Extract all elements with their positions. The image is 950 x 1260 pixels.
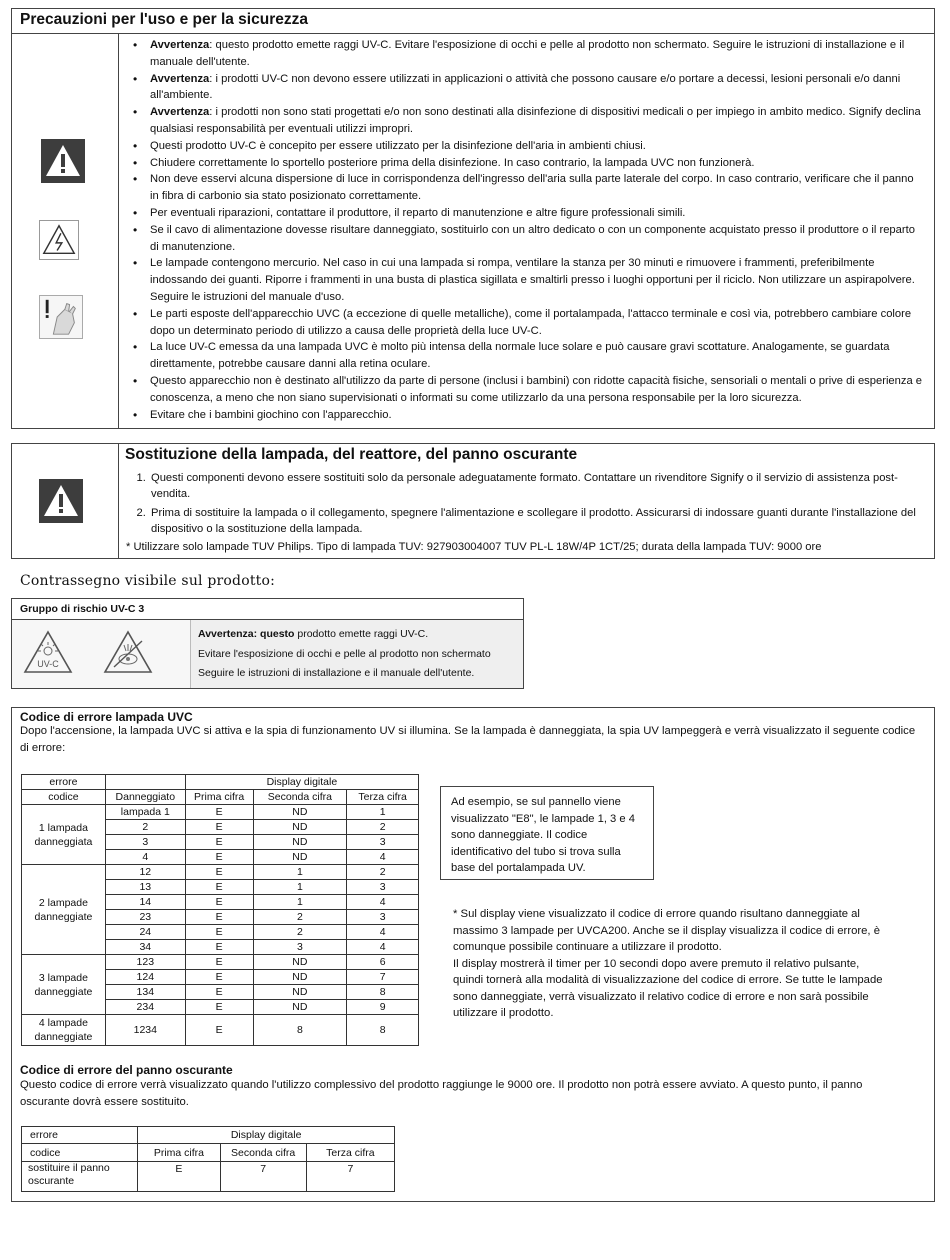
lamp-error-intro: Dopo l'accensione, la lampada UVC si attiva e la spia di funzionamento UV si illumina. Se la lampada è danneggiata, la spia UV lampeggerà e verrà visualizzato il seguente codice di errore: [20,725,916,754]
table-cell: 2 [347,865,419,880]
table-cell: ND [253,955,347,970]
precaution-item [150,37,924,71]
replacement-title: Sostituzione della lampada, del reattore, del panno oscurante [125,446,578,463]
table-cell: 7 [347,970,419,985]
col-header-terza: Terza cifra [347,790,419,805]
table-cell: E [185,835,253,850]
table-cell: ND [253,805,347,820]
table-cell: 24 [105,925,185,940]
error-code-section [11,707,935,1202]
precaution-text: Questo apparecchio non è destinato all'utilizzo da parte di persone (inclusi i bambini) con ridotte capacità fisiche, sensoriali o mentali o prive di esperienza e conoscenza, a meno che non siano supervisionati o informati su come utilizzarlo da una persona responsabile per la loro sicurezza. [150,374,923,404]
gloves-icon [39,295,83,339]
table-cell: 12 [105,865,185,880]
table-cell: 1 [253,880,347,895]
cloth-row-seconda: 7 [220,1162,306,1192]
table-cell: 3 [347,880,419,895]
table-cell: E [185,865,253,880]
replacement-section [11,443,935,559]
precaution-item [150,171,924,205]
precaution-text: Se il cavo di alimentazione dovesse risultare danneggiato, sostituirlo con un altro dedicato o con un componente acquistato presso il produttore o il reparto di manutenzione. [150,223,915,253]
display-note [453,906,883,1022]
cloth-row-terza: 7 [306,1162,394,1192]
col-header-danneggiato: Danneggiato [105,790,185,805]
table-cell: 3 [253,940,347,955]
table-cell: E [185,850,253,865]
table-cell: ND [253,820,347,835]
marking-icons [12,620,191,688]
precaution-warning-label: Avvertenza [150,106,210,119]
table-cell: E [185,805,253,820]
marking-warning-bold: Avvertenza: questo [198,628,295,640]
table-cell: 3 [347,910,419,925]
table-cell: E [185,910,253,925]
uvc-icon-label: UV-C [37,659,59,669]
precaution-text: Chiudere correttamente lo sportello posteriore prima della disinfezione. In caso contrario, la lampada UVC non funzionerà. [150,156,755,169]
table-cell: E [185,820,253,835]
table-cell: 1 [253,865,347,880]
table-cell: 3 [347,835,419,850]
precaution-item [150,71,924,105]
precautions-section [11,8,935,429]
precautions-icon-column [12,34,119,428]
precaution-item [150,138,924,155]
display-note-2: Il display mostrerà il timer per 10 secondi dopo avere premuto il relativo pulsante, quindi tornerà alla modalità di visualizzazione del codice di errore. Se tutte le lampade sono danneggiate, verrà visualizzato il relativo codice di errore e non sarà possibile utilizzare il prodotto. [453,957,883,1019]
table-cell: 9 [347,1000,419,1015]
table-cell: 234 [105,1000,185,1015]
replacement-step: 1. Questi componenti devono essere sostituiti solo da personale adeguatamente formato. Contattare un rivenditore Signify o il servizio di assistenza post-vendita. [149,471,922,502]
precaution-item [150,255,924,305]
cloth-row-prima: E [138,1162,220,1192]
col-header-errore: errore [22,775,106,790]
col-header-display: Display digitale [185,775,418,790]
replacement-steps [129,471,922,541]
precaution-text: Le lampade contengono mercurio. Nel caso in cui una lampada si rompa, ventilare la stanza per 30 minuti e rimuovere i frammenti, preferibilmente indossando dei guanti. Riporre i frammenti in una busta di plastica sigillata e smaltirli presso i luoghi opportuni per il riciclo. Non utilizzare un aspirapolvere. Seguire le istruzioni del manuale d'uso. [150,257,915,303]
precaution-item [150,205,924,222]
precaution-text: Questi prodotto UV-C è concepito per essere utilizzato per la disinfezione dell'aria in ambienti chiusi. [150,139,646,152]
table-row [22,865,419,880]
table-cell: 2 [253,910,347,925]
table-row [22,955,419,970]
electric-shock-icon [39,220,79,260]
cloth-error-intro: Questo codice di errore verrà visualizzato quando l'utilizzo complessivo del prodotto raggiunge le 9000 ore. Il prodotto non potrà essere avviato. A questo punto, il panno oscurante dovrà essere sostituito. [20,1079,863,1108]
table-cell: 134 [105,985,185,1000]
cloth-col-display: Display digitale [138,1127,395,1144]
table-cell: ND [253,850,347,865]
cloth-col-codice: codice [22,1144,138,1162]
precaution-item [150,155,924,172]
marking-line-2: Evitare l'esposizione di occhi e pelle al prodotto non schermato [198,647,491,660]
example-box: Ad esempio, se sul pannello viene visualizzato "E8", le lampade 1, 3 e 4 sono danneggiate. Il codice identificativo del tubo si trova sulla base del portalampada UV. [440,786,654,880]
table-cell: ND [253,835,347,850]
precaution-text: : i prodotti UV-C non devono essere utilizzati in applicazioni o attività che possono causare e/o portare a decessi, lesioni personali e/o danni all'ambiente. [150,72,901,102]
precaution-item [150,339,924,373]
table-cell: lampada 1 [105,805,185,820]
table-cell: 23 [105,910,185,925]
precaution-text: : questo prodotto emette raggi UV-C. Evitare l'esposizione di occhi e pelle al prodotto non schermato. Seguire le istruzioni di installazione e il manuale dell'utente. [150,39,905,68]
table-cell: ND [253,985,347,1000]
warning-triangle-icon [41,139,85,183]
precaution-text: La luce UV-C emessa da una lampada UVC è molto più intensa della normale luce solare e può causare gravi scottature. Analogamente, se guardata direttamente, potrebbe causare danni alla retina oculare. [150,341,890,371]
table-cell: ND [253,1000,347,1015]
table-cell: 1 [347,805,419,820]
precaution-warning-label: Avvertenza [150,39,210,51]
marking-label [11,598,524,689]
table-cell: 14 [105,895,185,910]
precaution-text: Le parti esposte dell'apparecchio UVC (a eccezione di quelle metalliche), come il portalampada, l'attacco terminale e così via, potrebbero cambiare colore dopo un determinato periodo di utilizzo a causa delle proprietà della luce UV-C. [150,307,912,337]
replacement-step: 2. Prima di sostituire la lampada o il collegamento, spegnere l'alimentazione e scollegare il prodotto. Assicurarsi di indossare guanti durante l'installazione del dispositivo o la sostituzione della lampada. [149,506,922,537]
precaution-text: Per eventuali riparazioni, contattare il produttore, il reparto di manutenzione e altre figure professionali simili. [150,206,686,219]
table-cell: E [185,955,253,970]
cloth-col-seconda: Seconda cifra [220,1144,306,1162]
table-cell: 8 [253,1015,347,1046]
table-cell: 124 [105,970,185,985]
cloth-col-terza: Terza cifra [306,1144,394,1162]
col-header-codice: codice [22,790,106,805]
precaution-text: Evitare che i bambini giochino con l'apparecchio. [150,408,392,421]
group-label: 1 lampada danneggiata [22,805,106,865]
table-cell: 8 [347,985,419,1000]
table-cell: E [185,1000,253,1015]
table-cell: E [185,970,253,985]
table-cell: E [185,1015,253,1046]
cloth-error-table [21,1126,395,1192]
col-header-seconda: Seconda cifra [253,790,347,805]
warning-triangle-icon [39,479,83,523]
precaution-item [150,306,924,340]
table-cell: 2 [253,925,347,940]
cloth-row-label: sostituire il panno oscurante [22,1162,138,1192]
table-cell: 4 [347,925,419,940]
table-cell: 4 [347,940,419,955]
group-label: 2 lampade danneggiate [22,865,106,955]
precaution-text: : i prodotti non sono stati progettati e/o non sono destinati alla disinfezione di dispositivi medicali o per impiego in ambito medico. Signify declina qualsiasi responsabilità per eventuali utilizzi impropri. [150,106,921,135]
table-cell: 6 [347,955,419,970]
table-cell: 4 [347,850,419,865]
cloth-col-prima: Prima cifra [138,1144,220,1162]
no-eye-exposure-icon [102,629,154,675]
table-cell: 2 [105,820,185,835]
group-label: 3 lampade danneggiate [22,955,106,1015]
table-cell: 34 [105,940,185,955]
table-cell: 2 [347,820,419,835]
precautions-list [130,37,924,423]
table-row [22,1015,419,1046]
table-cell: 1 [253,895,347,910]
table-cell: ND [253,970,347,985]
col-header-prima: Prima cifra [185,790,253,805]
table-cell: 4 [347,895,419,910]
table-cell: E [185,985,253,1000]
marking-text [198,625,491,684]
precaution-item [150,104,924,138]
risk-group-header: Gruppo di rischio UV-C 3 [12,599,523,620]
display-note-1: * Sul display viene visualizzato il codice di errore quando risultano danneggiate al massimo 3 lampade per UVCA200. Anche se il display visualizza il codice di errore, è comunque possibile continuare a utilizzare il prodotto. [453,908,880,953]
precaution-item [150,407,924,424]
table-cell: E [185,895,253,910]
precautions-title: Precauzioni per l'uso e per la sicurezza [12,9,934,34]
table-cell: 13 [105,880,185,895]
lamp-error-table [21,774,419,1046]
cloth-col-errore: errore [22,1127,138,1144]
table-cell: 123 [105,955,185,970]
table-cell: E [185,925,253,940]
precaution-item [150,373,924,407]
table-cell: E [185,880,253,895]
marking-warning-rest: prodotto emette raggi UV-C. [294,628,429,640]
group-label: 4 lampade danneggiate [22,1015,106,1046]
uvc-warning-icon [22,629,74,675]
table-cell: 4 [105,850,185,865]
marking-title: Contrassegno visibile sul prodotto: [20,573,276,589]
replacement-icon-column [12,444,119,558]
table-cell: E [185,940,253,955]
table-cell: 8 [347,1015,419,1046]
lamp-error-title: Codice di errore lampada UVC [20,710,193,724]
marking-line-3: Seguire le istruzioni di installazione e il manuale dell'utente. [198,667,475,679]
precaution-text: Non deve esservi alcuna dispersione di luce in corrispondenza dell'ingresso dell'aria sulla parte laterale del corpo. In caso contrario, verificare che il panno in fibra di carbonio sia stato posizionato correttamente. [150,173,914,203]
table-row [22,805,419,820]
table-cell: 3 [105,835,185,850]
lamp-type-note: * Utilizzare solo lampade TUV Philips. Tipo di lampada TUV: 927903004007 TUV PL-L 18W/4P 1CT/25; durata della lampada TUV: 9000 ore [126,541,822,553]
cloth-error-title: Codice di errore del panno oscurante [20,1063,233,1077]
precaution-item [150,222,924,256]
table-cell: 1234 [105,1015,185,1046]
precaution-warning-label: Avvertenza [150,72,210,85]
